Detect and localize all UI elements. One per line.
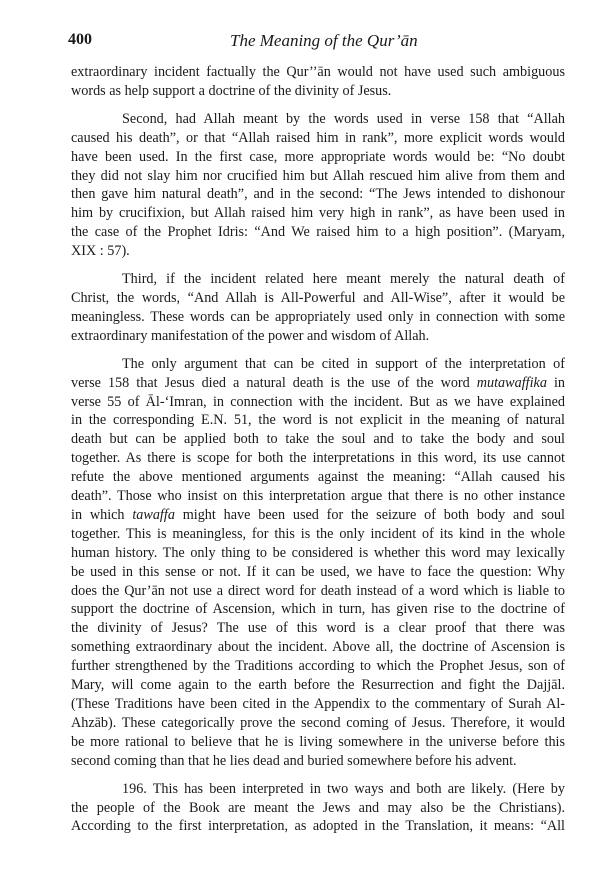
text-line: The only argument that can be cited in support of the interpretation of <box>122 355 565 372</box>
text-line: Ahzāb). These categorically prove the second coming of Jesus. Therefore, it would <box>71 714 565 731</box>
text-line: Christ, the words, “And Allah is All-Powerful and All-Wise”, after it would be <box>71 289 565 306</box>
text-line: they did not slay him nor crucified him but Allah rescued him alive from them and <box>71 167 565 184</box>
text-line: further strengthened by the Traditions according to which the Prophet Jesus, son of <box>71 658 565 675</box>
text-line: extraordinary incident factually the Qur’’ān would not have used such ambiguous <box>71 64 565 80</box>
page-header <box>68 31 565 53</box>
text-line: verse 158 that Jesus died a natural death is the use of the word mutawaffika in <box>71 374 565 391</box>
text-line: together. This is meaningless, for this is the only incident of its kind in the whole <box>71 525 565 542</box>
text-line: have been used. In the first case, more appropriate words would be: “No doubt <box>71 148 565 165</box>
paragraph <box>71 270 565 346</box>
text-line: refute the above mentioned arguments against the meaning: “Allah caused his <box>71 469 565 486</box>
running-title: The Meaning of the Qur’ān <box>230 31 418 50</box>
paragraph <box>71 63 565 101</box>
text-line: support the doctrine of Ascension, which in turn, has given rise to the doctrine of <box>71 601 565 618</box>
text-line: something extraordinary about the incident. Above all, the doctrine of Ascension is <box>71 639 565 656</box>
text-line: Mary, will come again to the earth before the Resurrection and fight the Dajjāl. <box>71 677 565 694</box>
paragraph <box>71 110 565 261</box>
page-number: 400 <box>68 31 92 48</box>
text-line: extraordinary manifestation of the power and wisdom of Allah. <box>71 327 430 344</box>
text-line: Second, had Allah meant by the words used in verse 158 that “Allah <box>122 110 565 127</box>
italic-term: tawaffa <box>132 506 175 523</box>
text-line: then gave him natural death”, and in the second: “The Jews intended to dishonour <box>71 186 565 203</box>
paragraph <box>71 780 565 837</box>
paragraph <box>71 355 565 771</box>
text-line: the people of the Book are meant the Jews and may also be the Christians). <box>71 799 565 816</box>
text-line: together. As there is scope for both the interpretations in this word, its use cannot <box>71 450 565 467</box>
text-line: be used in this sense or not. If it can be used, we have to face the question: Why <box>71 563 565 580</box>
text-line: caused his death”, or that “Allah raised him in rank”, more explicit words would <box>71 129 565 146</box>
text-line: 196. This has been interpreted in two ways and both are likely. (Here by <box>122 780 565 797</box>
text-line: in the corresponding E.N. 51, the word is not explicit in the meaning of natural <box>71 412 565 429</box>
text-line: does the Qur’ān not use a direct word for death instead of a word which is liable to <box>71 582 565 599</box>
text-line: Third, if the incident related here meant merely the natural death of <box>122 271 565 288</box>
text-line: second coming than that he lies dead and buried somewhere before his advent. <box>71 752 517 769</box>
text-line: death”. Those who insist on this interpretation argue that there is no other instance <box>71 488 565 505</box>
text-line: the divinity of Jesus? The use of this word is a clear proof that there was <box>71 620 565 637</box>
text-line: XIX : 57). <box>71 243 130 260</box>
text-line: be more rational to believe that he is living somewhere in the universe before this <box>71 733 565 750</box>
text-line: According to the first interpretation, as adopted in the Translation, it means: “All <box>71 818 565 835</box>
text-line: meaningless. These words can be appropriately used only in connection with some <box>71 308 565 325</box>
text-line: words as help support a doctrine of the divinity of Jesus. <box>71 82 392 99</box>
text-line: the case of the Prophet Idris: “And We raised him to a high position”. (Maryam, <box>71 224 565 241</box>
italic-term: mutawaffika <box>476 374 547 391</box>
text-line: human history. The only thing to be considered is whether this word may lexically <box>71 544 565 561</box>
text-line: death but can be applied both to take the soul and to take the body and soul <box>71 431 565 448</box>
text-line: (These Traditions have been cited in the Appendix to the commentary of Surah Al- <box>71 696 565 712</box>
text-line: verse 55 of Āl-‘Imran, in connection with the incident. But as we have explained <box>71 393 565 410</box>
text-line: in which tawaffa might have been used for the seizure of both body and soul <box>71 506 565 523</box>
text-line: him by crucifixion, but Allah raised him very high in rank”, as have been used in <box>71 205 565 222</box>
body-text <box>71 63 565 845</box>
